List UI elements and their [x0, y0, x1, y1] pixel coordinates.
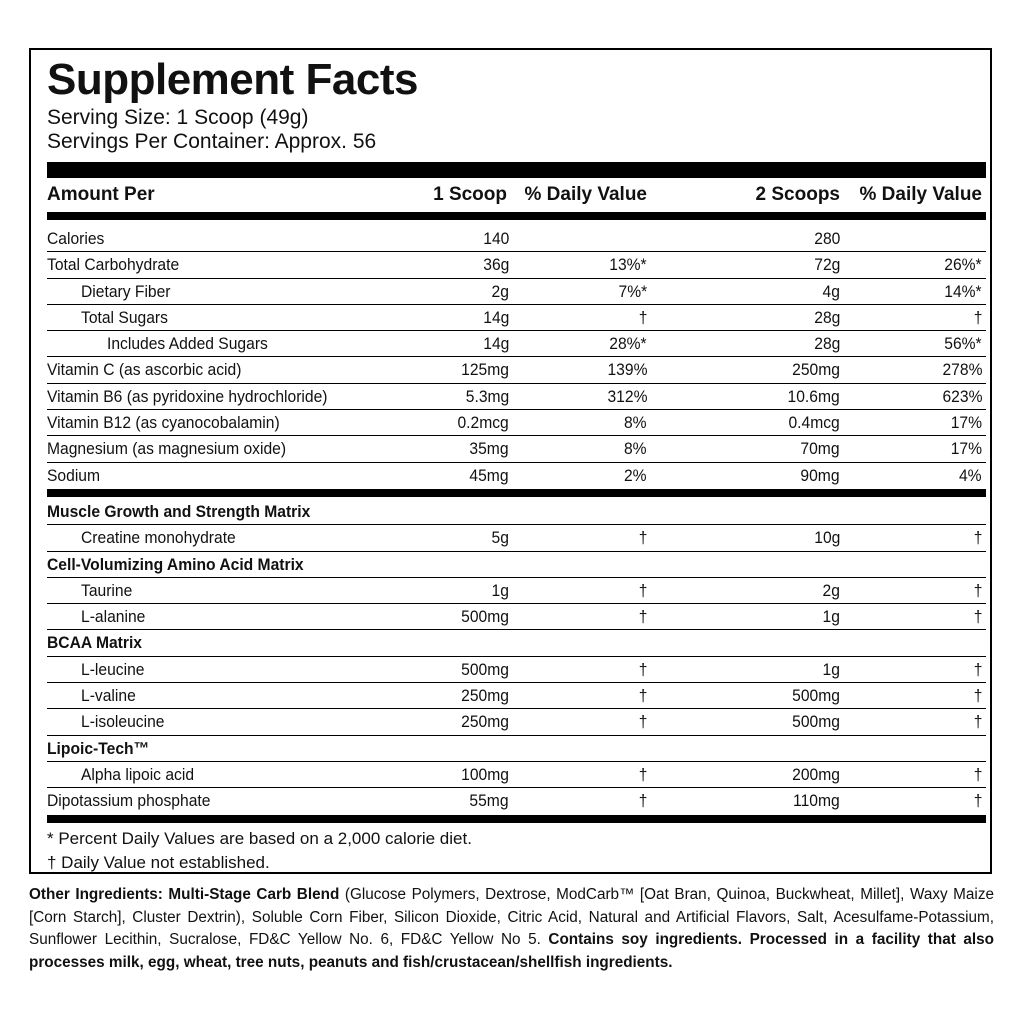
- amount-two-scoops: 200mg: [792, 764, 840, 784]
- amount-two-scoops: 72g: [813, 255, 840, 275]
- ingredient-name: Taurine: [81, 580, 133, 600]
- amount-two-scoops: 1g: [822, 659, 840, 679]
- amount-one-scoop: 14g: [482, 307, 509, 327]
- dv-two-scoops: 17%: [950, 413, 982, 433]
- dv-one-scoop: †: [638, 712, 647, 732]
- dv-one-scoop: †: [638, 528, 647, 548]
- divider-matrix: [47, 489, 986, 497]
- nutrient-name: Vitamin C (as ascorbic acid): [47, 360, 242, 380]
- dv-one-scoop: †: [638, 659, 647, 679]
- amount-two-scoops: 90mg: [800, 465, 840, 485]
- amount-one-scoop: 45mg: [469, 465, 509, 485]
- nutrient-name: Dietary Fiber: [81, 281, 171, 301]
- amount-two-scoops: 1g: [822, 607, 840, 627]
- table-row: [47, 384, 986, 410]
- section-header: [47, 499, 986, 525]
- amount-two-scoops: 0.4mcg: [788, 413, 840, 433]
- section-header: [47, 552, 986, 578]
- nutrient-name: Calories: [47, 229, 105, 248]
- dv-two-scoops: †: [973, 764, 982, 784]
- amount-one-scoop: 0.2mcg: [457, 413, 509, 433]
- section-name: Muscle Growth and Strength Matrix: [47, 502, 311, 521]
- amount-two-scoops: 500mg: [792, 686, 840, 706]
- dv-one-scoop: 8%: [624, 413, 647, 433]
- column-header: [47, 182, 986, 208]
- dv-two-scoops: 623%: [941, 386, 982, 406]
- amount-one-scoop: 36g: [482, 255, 509, 275]
- table-row: [47, 410, 986, 436]
- matrix-rows: [47, 499, 986, 815]
- nutrient-rows: [47, 226, 986, 489]
- amount-two-scoops: 280: [813, 229, 840, 248]
- ingredient-name: Creatine monohydrate: [81, 528, 236, 548]
- dv-two-scoops: †: [973, 712, 982, 732]
- amount-one-scoop: 1g: [491, 580, 509, 600]
- other-ingredients-text: (Glucose Polymers, Dextrose, ModCarb™ [Oat Bran, Quinoa, Buckwheat, Millet], Waxy Maize [Corn Starch], Cluster Dextrin), Soluble Corn Fiber, Silicon Dioxide, Citric Acid, Natural and Artificial Flavors, Salt, Acesulfame-Potassium, Sunflower Lecithin, Sucralose, FD&C Yellow No. 6, FD&C Yellow No 5.: [29, 886, 994, 948]
- amount-one-scoop: 125mg: [461, 360, 509, 380]
- dv-one-scoop: †: [638, 307, 647, 327]
- dv-two-scoops: 278%: [941, 360, 982, 380]
- dv-one-scoop: †: [638, 686, 647, 706]
- other-ingredients: [29, 884, 994, 974]
- allergen-statement: Contains soy ingredients. Processed in a facility that also processes milk, egg, wheat, tree nuts, peanuts and fish/crustacean/shellfish ingredients.: [29, 931, 994, 971]
- amount-two-scoops: 28g: [813, 307, 840, 327]
- amount-two-scoops: 250mg: [792, 360, 840, 380]
- table-row: [47, 525, 986, 551]
- table-row: [47, 657, 986, 683]
- table-row: [47, 762, 986, 788]
- dv-one-scoop: †: [638, 764, 647, 784]
- dv-two-scoops: †: [973, 607, 982, 627]
- amount-two-scoops: 110mg: [793, 791, 840, 811]
- amount-one-scoop: 35mg: [469, 439, 509, 459]
- supplement-facts-panel: [29, 48, 992, 874]
- table-row: [47, 305, 986, 331]
- dv-one-scoop: 2%: [624, 465, 647, 485]
- dv-two-scoops: †: [973, 659, 982, 679]
- amount-one-scoop: 140: [482, 229, 509, 248]
- amount-one-scoop: 5.3mg: [465, 386, 509, 406]
- ingredient-name: Dipotassium phosphate: [47, 791, 211, 811]
- table-row: [47, 709, 986, 735]
- amount-one-scoop: 55mg: [469, 791, 509, 811]
- table-row: [47, 331, 986, 357]
- dv-two-scoops: 26%*: [944, 255, 982, 275]
- header-amount-per: Amount Per: [47, 184, 155, 205]
- table-row: [47, 463, 986, 489]
- dv-one-scoop: †: [638, 580, 647, 600]
- dv-one-scoop: 8%: [624, 439, 647, 459]
- header-two-scoops: 2 Scoops: [755, 184, 840, 205]
- nutrient-name: Total Sugars: [81, 307, 168, 327]
- ingredient-name: L-isoleucine: [81, 712, 165, 732]
- amount-two-scoops: 500mg: [792, 712, 840, 732]
- ingredient-name: Alpha lipoic acid: [81, 764, 195, 784]
- section-name: Cell-Volumizing Amino Acid Matrix: [47, 554, 304, 574]
- footnote-dagger: † Daily Value not established.: [47, 853, 270, 872]
- dv-two-scoops: 4%: [959, 465, 982, 485]
- header-daily-value-1: % Daily Value: [524, 184, 647, 205]
- dv-two-scoops: †: [973, 580, 982, 600]
- dv-two-scoops: †: [973, 307, 982, 327]
- nutrient-name: Includes Added Sugars: [107, 334, 268, 354]
- dv-one-scoop: 312%: [606, 386, 647, 406]
- amount-two-scoops: 10.6mg: [787, 386, 840, 406]
- serving-size: Serving Size: 1 Scoop (49g): [47, 106, 309, 129]
- divider-footnotes: [47, 815, 986, 823]
- nutrient-name: Sodium: [47, 465, 101, 485]
- table-row: [47, 683, 986, 709]
- amount-two-scoops: 2g: [822, 580, 840, 600]
- amount-one-scoop: 250mg: [461, 712, 509, 732]
- ingredient-name: L-alanine: [81, 607, 146, 627]
- amount-one-scoop: 5g: [491, 528, 509, 548]
- amount-one-scoop: 14g: [482, 334, 509, 354]
- dv-one-scoop: 139%: [606, 360, 647, 380]
- dv-two-scoops: †: [973, 686, 982, 706]
- panel-title: Supplement Facts: [47, 55, 418, 104]
- dv-two-scoops: †: [973, 528, 982, 548]
- other-ingredients-label: Other Ingredients: Multi-Stage Carb Blend: [29, 886, 340, 903]
- dv-one-scoop: †: [638, 791, 647, 811]
- table-row: [47, 604, 986, 630]
- section-name: Lipoic-Tech™: [47, 738, 150, 758]
- servings-per-container: Servings Per Container: Approx. 56: [47, 130, 377, 153]
- footnote-percent-dv: * Percent Daily Values are based on a 2,000 calorie diet.: [47, 829, 472, 848]
- dv-two-scoops: 56%*: [944, 334, 982, 354]
- ingredient-name: L-valine: [81, 686, 136, 706]
- ingredient-name: L-leucine: [81, 659, 145, 679]
- amount-two-scoops: 10g: [813, 528, 840, 548]
- divider-thick-top: [47, 162, 986, 178]
- dv-one-scoop: 28%*: [609, 334, 647, 354]
- amount-two-scoops: 28g: [813, 334, 840, 354]
- dv-two-scoops: †: [973, 791, 982, 811]
- table-row: [47, 357, 986, 383]
- header-daily-value-2: % Daily Value: [859, 184, 982, 205]
- table-row: [47, 436, 986, 462]
- section-header: [47, 736, 986, 762]
- amount-one-scoop: 2g: [491, 281, 509, 301]
- table-row: [47, 578, 986, 604]
- nutrient-name: Vitamin B6 (as pyridoxine hydrochloride): [47, 386, 328, 406]
- amount-one-scoop: 100mg: [461, 764, 509, 784]
- dv-one-scoop: 13%*: [609, 255, 647, 275]
- table-row: [47, 279, 986, 305]
- table-row: [47, 226, 986, 252]
- divider-header: [47, 212, 986, 220]
- dv-one-scoop: 7%*: [618, 281, 647, 301]
- dv-one-scoop: †: [638, 607, 647, 627]
- table-row: [47, 252, 986, 278]
- nutrient-name: Magnesium (as magnesium oxide): [47, 439, 287, 459]
- table-row: [47, 788, 986, 814]
- amount-two-scoops: 4g: [822, 281, 840, 301]
- amount-two-scoops: 70mg: [800, 439, 840, 459]
- amount-one-scoop: 500mg: [461, 607, 509, 627]
- dv-two-scoops: 17%: [950, 439, 982, 459]
- nutrient-name: Total Carbohydrate: [47, 255, 180, 275]
- amount-one-scoop: 250mg: [461, 686, 509, 706]
- nutrient-name: Vitamin B12 (as cyanocobalamin): [47, 413, 280, 433]
- header-one-scoop: 1 Scoop: [433, 184, 507, 205]
- section-header: [47, 630, 986, 656]
- dv-two-scoops: 14%*: [944, 281, 982, 301]
- amount-one-scoop: 500mg: [461, 659, 509, 679]
- section-name: BCAA Matrix: [47, 633, 143, 653]
